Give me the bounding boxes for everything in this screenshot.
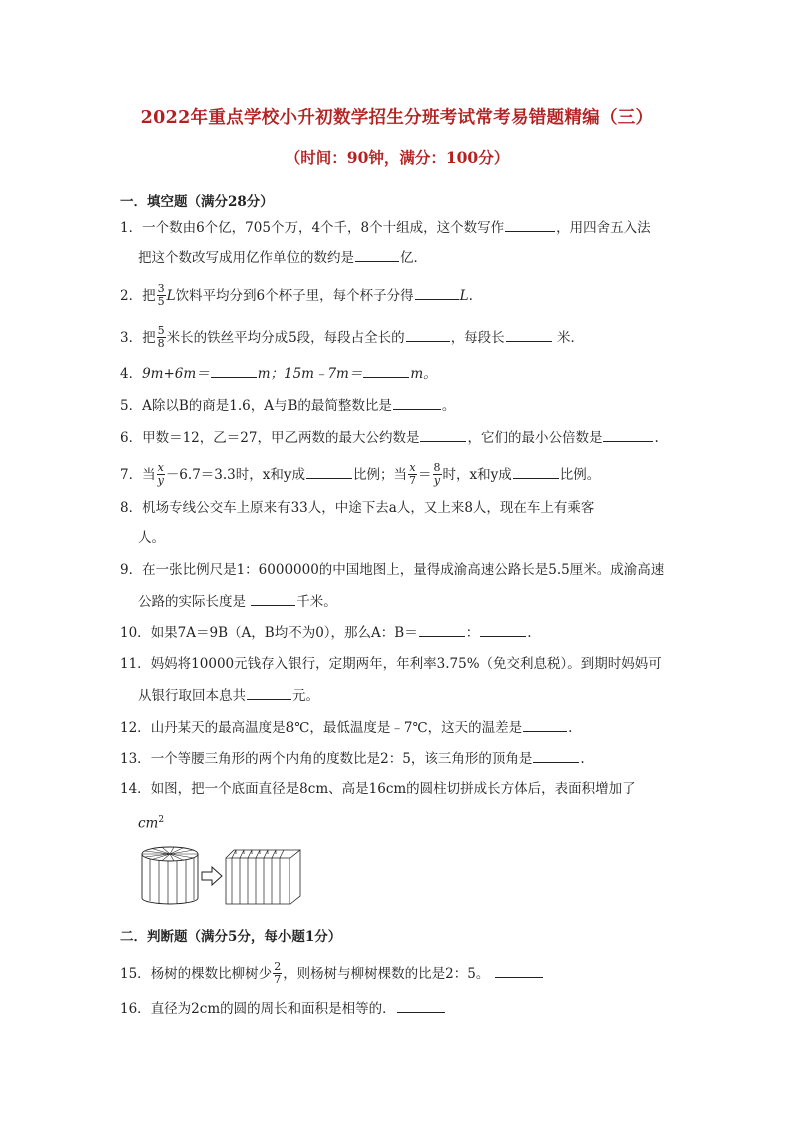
q-text: －6.7＝3.3时，x和y成: [165, 467, 305, 483]
q-text: .: [527, 625, 532, 641]
q-text: ，每段长: [450, 330, 505, 346]
fraction: [433, 462, 442, 487]
question-1-cont: [138, 248, 427, 267]
q-text: 如果7A＝9B（A，B均不为0），那么A：B＝: [150, 625, 418, 641]
q-text: 一个等腰三角形的两个内角的度数比是2：5，该三角形的顶角是: [150, 751, 533, 767]
fraction-numerator: 5: [157, 324, 165, 337]
q-text: 从银行取回本息共: [138, 688, 246, 704]
unit: L: [166, 288, 176, 304]
answer-blank[interactable]: [251, 592, 295, 606]
answer-blank[interactable]: [211, 364, 257, 378]
question-15: [120, 962, 544, 987]
q-text: 一个数由6个亿，705个万，4个千，8个十组成，这个数写作: [142, 220, 505, 236]
q-text: 机场专线公交车上原来有33人，中途下去a人，又上来8人，现在车上有乘客: [142, 500, 595, 516]
q-text: 山丹某天的最高温度是8℃，最低温度是﹣7℃，这天的温差是: [150, 720, 523, 736]
q-text: 千米。: [296, 594, 337, 610]
prism-shape: [226, 850, 300, 904]
question-7: [120, 463, 600, 488]
question-14: [120, 780, 636, 798]
q-text: 把: [142, 330, 156, 346]
answer-blank[interactable]: [523, 718, 567, 732]
answer-blank[interactable]: [393, 396, 441, 410]
unit: L: [459, 288, 469, 304]
question-14-cont: [138, 811, 164, 833]
fraction: [408, 462, 417, 487]
q-number: 2．: [120, 288, 143, 304]
question-9: [120, 561, 664, 579]
q-text: 亿．: [400, 250, 427, 266]
answer-blank[interactable]: [420, 428, 466, 442]
question-2: [120, 284, 473, 309]
q-text: ，它们的最小公倍数是: [467, 430, 603, 446]
question-4: [120, 364, 437, 383]
q-text: m；15m﹣7m＝: [257, 366, 363, 382]
question-13: [120, 749, 585, 768]
q-text: .: [568, 720, 573, 736]
fraction: [273, 961, 282, 986]
fraction-numerator: 2: [274, 960, 282, 973]
q-text: ＝: [418, 467, 432, 483]
q-number: 3．: [120, 330, 143, 346]
question-11-cont: [138, 686, 319, 705]
fraction-numerator: x: [409, 461, 416, 474]
q-text: 把: [142, 288, 156, 304]
fraction-denominator: 8: [157, 337, 165, 350]
fraction-denominator: y: [157, 474, 164, 487]
q-text: 。: [441, 398, 456, 414]
answer-blank[interactable]: [495, 964, 543, 978]
arrow-right-icon: [202, 867, 222, 885]
q-number: 4．: [120, 366, 143, 382]
q-text: .: [654, 430, 659, 446]
question-1: [120, 218, 651, 237]
q-number: 7．: [120, 467, 143, 483]
cylinder-to-prism-illustration: [136, 838, 308, 906]
q-number: 8．: [120, 500, 143, 516]
question-6: [120, 428, 659, 447]
answer-blank[interactable]: [533, 749, 579, 763]
q-text: 如图，把一个底面直径是8cm、高是16cm的圆柱切拼成长方体后，表面积增加了: [150, 781, 636, 797]
answer-blank[interactable]: [415, 286, 459, 300]
q-text: 杨树的棵数比柳树少: [150, 966, 273, 982]
q-text: 当: [142, 467, 156, 483]
answer-blank[interactable]: [419, 623, 465, 637]
section-fill-heading: 一．填空题（满分28分）: [120, 194, 274, 210]
q-text: 直径为2cm的圆的周长和面积是相等的．: [150, 1001, 396, 1017]
page-title: 2022年重点学校小升初数学招生分班考试常考易错题精编（三）: [140, 108, 654, 128]
question-12: [120, 718, 572, 737]
page-subtitle: （时间：90钟，满分：100分）: [284, 148, 510, 167]
answer-blank[interactable]: [355, 248, 399, 262]
q-text: 米长的铁丝平均分成5段，每段占全长的: [166, 330, 405, 346]
question-10: [120, 623, 532, 642]
q-text: .: [580, 751, 585, 767]
unit-exponent: 2: [158, 815, 165, 825]
q-text: 时，x和y成: [442, 467, 512, 483]
answer-blank[interactable]: [505, 218, 555, 232]
q-text: .: [468, 288, 473, 304]
q-text: 比例；当: [353, 467, 407, 483]
question-8-cont: [138, 529, 165, 547]
answer-blank[interactable]: [247, 686, 291, 700]
q-number: 13．: [120, 751, 151, 767]
q-number: 10．: [120, 625, 151, 641]
answer-blank[interactable]: [306, 465, 352, 479]
cylinder-to-prism-figure: [136, 838, 308, 910]
q-number: 15．: [120, 966, 151, 982]
q-number: 12．: [120, 720, 151, 736]
q-text: ，用四舍五入法: [556, 220, 651, 236]
question-9-cont: [138, 592, 337, 611]
cylinder-shape: [142, 847, 198, 904]
question-3: [120, 326, 584, 351]
q-number: 11．: [120, 656, 151, 672]
q-text: 把这个数改写成用亿作单位的数约是: [138, 250, 354, 266]
q-text: 人。: [138, 530, 165, 546]
answer-blank[interactable]: [406, 328, 450, 342]
q-number: 5．: [120, 398, 143, 414]
answer-blank[interactable]: [603, 428, 653, 442]
fraction-numerator: 3: [157, 282, 165, 295]
q-text: 元。: [292, 688, 319, 704]
answer-blank[interactable]: [397, 999, 445, 1013]
q-text: 比例。: [559, 467, 601, 483]
fraction-numerator: x: [157, 461, 164, 474]
fraction: [157, 462, 165, 487]
question-16: [120, 999, 446, 1018]
fraction-denominator: y: [433, 474, 441, 487]
q-number: 16．: [120, 1001, 151, 1017]
answer-blank[interactable]: [363, 364, 409, 378]
fraction-numerator: 8: [433, 461, 441, 474]
fraction: [157, 325, 166, 350]
question-5: [120, 396, 455, 415]
fraction: [157, 283, 166, 308]
unit: cm: [138, 815, 159, 832]
question-8: [120, 499, 594, 517]
q-text: ：: [465, 625, 480, 641]
q-text: 甲数＝12，乙＝27，甲乙两数的最大公约数是: [142, 430, 420, 446]
q-text: 公路的实际长度是: [138, 594, 246, 610]
answer-blank[interactable]: [480, 623, 526, 637]
q-number: 14．: [120, 781, 151, 797]
q-number: 1．: [120, 220, 143, 236]
answer-blank[interactable]: [513, 465, 559, 479]
q-text: 饮料平均分到6个杯子里，每个杯子分得: [175, 288, 414, 304]
q-text: A除以B的商是1.6，A与B的最简整数比是: [142, 398, 392, 414]
q-number: 6．: [120, 430, 143, 446]
question-11: [120, 655, 662, 673]
q-text: 9m+6m＝: [142, 366, 210, 382]
q-text: ，则杨树与柳树棵数的比是2：5。: [283, 966, 490, 982]
q-text: 米．: [552, 330, 584, 346]
q-text: m。: [410, 366, 437, 382]
q-text: 妈妈将10000元钱存入银行，定期两年，年利率3.75%（免交利息税）。到期时妈妈可: [150, 656, 662, 672]
fraction-denominator: 7: [274, 973, 282, 986]
section-judge-heading: 二．判断题（满分5分，每小题1分）: [120, 929, 342, 945]
answer-blank[interactable]: [506, 328, 552, 342]
fraction-denominator: 7: [409, 474, 416, 487]
q-number: 9．: [120, 562, 143, 578]
q-text: 在一张比例尺是1：6000000的中国地图上，量得成渝高速公路长是5.5厘米。成渝高速: [142, 562, 665, 578]
fraction-denominator: 5: [157, 295, 165, 308]
